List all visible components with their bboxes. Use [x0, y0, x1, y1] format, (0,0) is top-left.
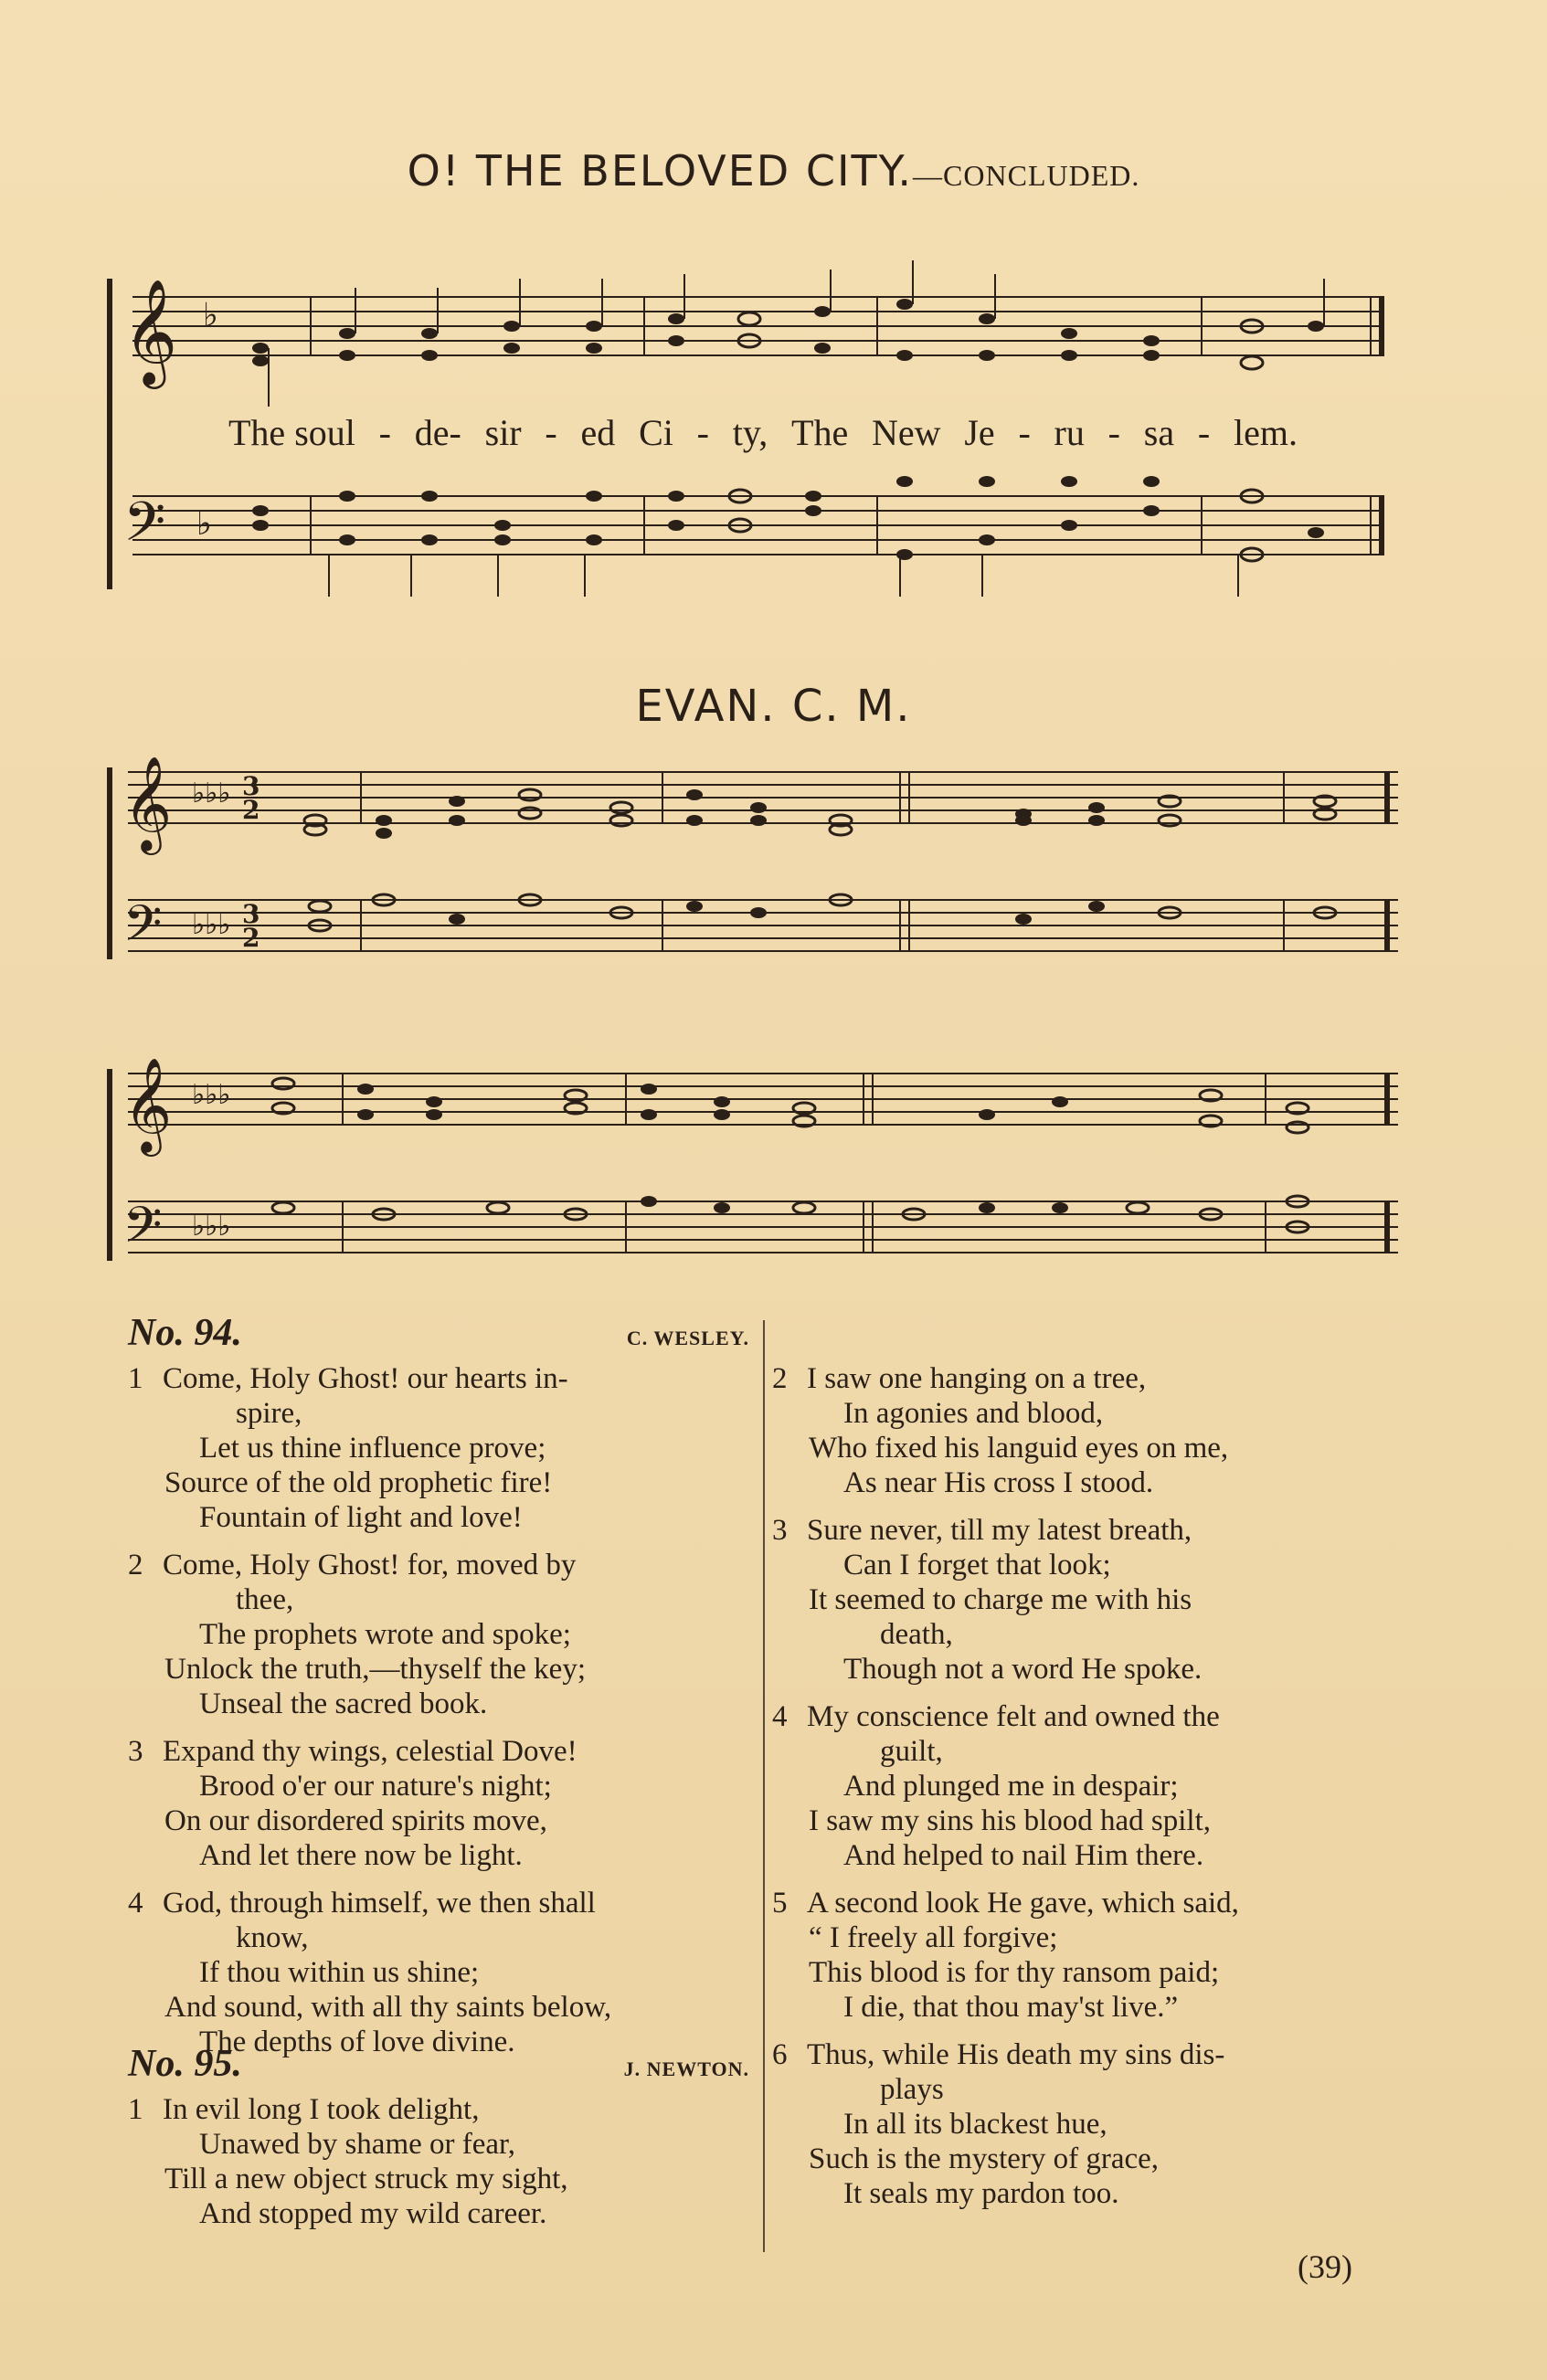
verse-line: Can I forget that look; — [843, 1549, 1111, 1581]
svg-text:2: 2 — [242, 923, 260, 953]
column-divider — [763, 1320, 765, 2252]
lyric-syllable: lem. — [1233, 412, 1298, 453]
verse-line: Though not a word He spoke. — [843, 1653, 1203, 1686]
verse-line: Unlock the truth,—thyself the key; — [164, 1653, 586, 1686]
lyric-syllable: - — [545, 412, 557, 453]
verse-line: The prophets wrote and spoke; — [199, 1618, 571, 1651]
verse-line: This blood is for thy ransom paid; — [809, 1956, 1220, 1989]
verse-line: Who fixed his languid eyes on me, — [809, 1432, 1229, 1465]
verse-line: Come, Holy Ghost! for, moved by — [163, 1549, 577, 1581]
verse-line: My conscience felt and owned the — [807, 1700, 1220, 1733]
tune-title-evan: EVAN. C. M. — [635, 681, 912, 732]
svg-text:𝄞: 𝄞 — [123, 756, 173, 852]
svg-text:3: 3 — [242, 771, 260, 801]
lyric-syllable: ty, — [732, 412, 768, 453]
stanza — [772, 1699, 1412, 1873]
tune-title-suffix: —CONCLUDED. — [913, 159, 1140, 192]
bass-staff — [132, 496, 1384, 555]
hymn-author: C. WESLEY. — [626, 1327, 749, 1349]
lyric-syllable: The — [791, 412, 849, 453]
svg-text:♭♭♭: ♭♭♭ — [192, 1211, 231, 1243]
lyric-syllable: - — [378, 412, 391, 453]
lyric-syllable: sa — [1143, 412, 1175, 453]
hymn-author: J. NEWTON. — [623, 2057, 749, 2080]
verse-line: Unseal the sacred book. — [199, 1687, 488, 1720]
verse-line: Such is the mystery of grace, — [809, 2142, 1160, 2175]
stanza — [772, 2037, 1412, 2211]
hymn-95 — [128, 2043, 749, 2244]
stanza-number: 3 — [128, 1735, 143, 1768]
svg-text:♭: ♭ — [196, 505, 212, 543]
verse-line: I saw one hanging on a tree, — [807, 1362, 1147, 1395]
verse-line: In agonies and blood, — [843, 1397, 1104, 1430]
stanza — [772, 1886, 1412, 2025]
stanza-number: 4 — [772, 1700, 788, 1733]
stanza-number: 1 — [128, 1362, 143, 1395]
svg-text:♭♭♭: ♭♭♭ — [192, 909, 231, 941]
verse-line: It seemed to charge me with his — [809, 1583, 1192, 1616]
stanza-number: 4 — [128, 1887, 143, 1920]
hymn-number: No. 95. — [128, 2043, 242, 2085]
verse-line: “ I freely all forgive; — [809, 1921, 1058, 1954]
verse-line: And sound, with all thy saints below, — [164, 1991, 612, 2024]
hymn-header — [128, 2043, 749, 2087]
page-number: (39) — [1298, 2248, 1352, 2285]
svg-text:♭♭♭: ♭♭♭ — [192, 1079, 231, 1111]
verse-line: The depths of love divine. — [199, 2026, 515, 2058]
svg-text:♭♭♭: ♭♭♭ — [192, 777, 231, 809]
stanza — [128, 1886, 749, 2059]
svg-text:𝄞: 𝄞 — [123, 1057, 173, 1153]
tune-title-beloved-city — [0, 146, 1547, 196]
stanza — [128, 1361, 749, 1535]
stanza — [772, 1361, 1412, 1500]
verse-line: guilt, — [880, 1735, 943, 1768]
evan-barlines — [343, 772, 1387, 1253]
verse-line: Till a new object struck my sight, — [164, 2163, 568, 2195]
verse-line: Come, Holy Ghost! our hearts in- — [163, 1362, 568, 1395]
verse-line: I die, that thou may'st live.” — [843, 1991, 1179, 2024]
verse-line: Let us thine influence prove; — [199, 1432, 546, 1465]
verse-line: In all its blackest hue, — [843, 2108, 1107, 2141]
lyric-syllable: sir — [484, 412, 522, 453]
verse-line: plays — [880, 2073, 944, 2106]
lyric-syllable: The soul — [228, 412, 355, 453]
verse-line: I saw my sins his blood had spilt, — [809, 1804, 1212, 1837]
svg-text:3: 3 — [242, 899, 260, 929]
svg-text:𝄢: 𝄢 — [123, 490, 166, 566]
lyric-syllable: - — [1018, 412, 1031, 453]
verse-line: Sure never, till my latest breath, — [807, 1514, 1192, 1547]
lyric-syllable: - — [1197, 412, 1211, 453]
hymn-header — [128, 1312, 749, 1356]
stanza-number: 2 — [772, 1362, 788, 1395]
lyric-syllable: New — [872, 412, 941, 453]
music-system-evan — [0, 731, 1547, 1279]
hymn-94 — [128, 1312, 749, 2072]
verse-line: Source of the old prophetic fire! — [164, 1466, 553, 1499]
stanza — [128, 1734, 749, 1873]
lyric-syllable: Je — [964, 412, 995, 453]
verse-line: thee, — [236, 1583, 294, 1616]
lyric-syllable: ed — [580, 412, 616, 453]
stanza-number: 1 — [128, 2093, 143, 2126]
verse-line: know, — [236, 1921, 309, 1954]
verse-line: Fountain of light and love! — [199, 1501, 523, 1534]
evan-notes — [272, 789, 1336, 1232]
stanza — [128, 1548, 749, 1721]
stanza-number: 5 — [772, 1887, 788, 1920]
svg-text:𝄞: 𝄞 — [123, 278, 178, 385]
svg-text:𝄢: 𝄢 — [123, 1196, 163, 1266]
svg-text:♭: ♭ — [203, 297, 218, 334]
stanza — [772, 1513, 1412, 1687]
verse-line: Unawed by shame or fear, — [199, 2128, 515, 2161]
lyric-syllable: de- — [414, 412, 461, 453]
verse-line: Brood o'er our nature's night; — [199, 1770, 552, 1803]
stanza — [128, 2092, 749, 2231]
verse-line: And let there now be light. — [199, 1839, 523, 1872]
verse-line: God, through himself, we then shall — [163, 1887, 596, 1920]
verse-line: And plunged me in despair; — [843, 1770, 1179, 1803]
hymn-number: No. 94. — [128, 1312, 242, 1354]
svg-text:𝄢: 𝄢 — [123, 894, 163, 965]
evan-filled-notes — [357, 789, 1105, 1213]
stanza-number: 3 — [772, 1514, 788, 1547]
lyrics-line — [228, 411, 1298, 454]
svg-text:2: 2 — [242, 795, 260, 825]
verse-line: It seals my pardon too. — [843, 2177, 1119, 2210]
treble-staff — [132, 297, 1384, 355]
lyric-syllable: Ci — [639, 412, 673, 453]
verse-line: On our disordered spirits move, — [164, 1804, 547, 1837]
tune-title: O! THE BELOVED CITY. — [407, 146, 914, 196]
verse-line: And helped to nail Him there. — [843, 1839, 1204, 1872]
stanza-number: 2 — [128, 1549, 143, 1581]
verse-line: A second look He gave, which said, — [807, 1887, 1239, 1920]
verse-line: As near His cross I stood. — [843, 1466, 1154, 1499]
verse-line: In evil long I took delight, — [163, 2093, 480, 2126]
verse-line: If thou within us shine; — [199, 1956, 480, 1989]
lyric-syllable: ru — [1054, 412, 1085, 453]
verse-line: And stopped my wild career. — [199, 2197, 547, 2230]
lyric-syllable: - — [1107, 412, 1120, 453]
lyric-syllable: - — [696, 412, 709, 453]
verse-line: Expand thy wings, celestial Dove! — [163, 1735, 577, 1768]
stanza-number: 6 — [772, 2038, 788, 2071]
verse-line: Thus, while His death my sins dis- — [807, 2038, 1225, 2071]
hymn-95-continued — [772, 1361, 1412, 2224]
verse-line: death, — [880, 1618, 953, 1651]
verse-line: spire, — [236, 1397, 302, 1430]
